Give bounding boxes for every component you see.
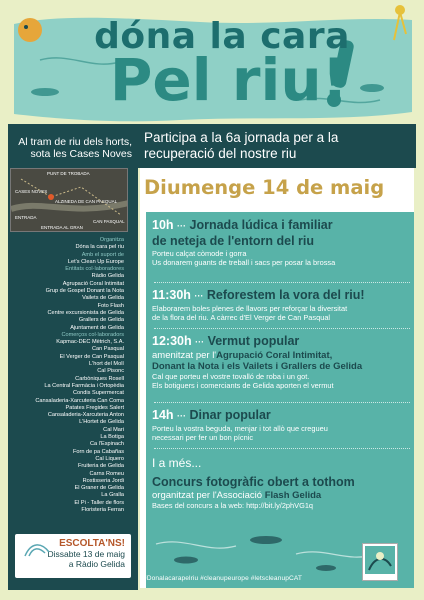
event-desc: Els botiguers i comerciants de Gelida aporten el vermut [152,381,334,390]
event-time: 14h [152,408,174,422]
event-sub-lite: amenitzat per l' [152,350,217,361]
sponsor-item: Floristeria Ferran [81,506,124,513]
sponsor-category: Amb el suport de [81,251,124,258]
organizer-logo [362,543,398,581]
sponsor-item: Condis Supermercat [73,390,124,397]
sponsor-item: Forn de pa Cabañas [73,448,124,455]
extra-item [152,456,412,510]
sponsor-item: Foto Flash [97,302,124,309]
sponsor-item: Agrupació Coral Intimitat [62,280,124,287]
location-map [10,168,128,232]
sponsor-item: Ràdio Gelida [91,273,124,280]
location-text: Al tram de riu dels horts, sota les Cases Noves [18,136,132,160]
intro-banner [138,124,416,168]
sponsor-item: Vailets de Gelida [82,295,124,302]
sponsor-category: Comerços col·laboradors [61,331,124,338]
schedule [146,212,414,524]
event-title: Reforestem la vora del riu! [206,288,365,302]
event-date: Diumenge 14 de maig [144,176,385,199]
event-desc: Porteu la vostra beguda, menjar i tot allò que cregueu [152,424,328,433]
map-label: CASES NOVES [15,189,48,194]
event-desc: Elaborarem boles plenes de llavors per reforçar la diversitat [152,304,348,313]
sponsor-item: Cansaladeria-Xarcuteria Anton [47,412,124,419]
divider [154,402,410,403]
event-desc: Porteu calçat còmode i gorra [152,249,247,258]
sponsor-item: Fruiteria de Gelida [77,463,124,470]
extra-heading: I a més... [152,456,202,470]
sponsor-item: Carbòniques Rosell [75,375,124,382]
sponsor-item: L'Hortet de Gelida [79,419,124,426]
event-title: Vermut popular [207,334,300,348]
event-title: Dinar popular [189,408,271,422]
extra-sub-bold: Flash Gelida [264,490,322,501]
map-label: CAN PASQUAL [93,219,125,224]
sponsor-category: Entitats col·laboradores [65,266,124,273]
hashtags: #Donalacarapelriu #cleanupeurope #letscleanupCAT [143,575,302,582]
radio-box [15,534,131,578]
fish-icon [316,565,336,571]
sponsor-item: El Pi - Taller de flors [74,499,124,506]
sponsor-item: Cal Pisonc [97,368,124,375]
event-title-cont: de neteja de l'entorn del riu [152,234,315,248]
sponsors-list [10,237,124,514]
event-desc: de la flora del riu. A càrrec d'El Verger de Can Pasqual [152,313,331,322]
sponsor-item: Patates Fregides Salert [65,404,124,411]
event-item: 14h ··· Dinar popular Porteu la vostra beguda, menjar i tot allò que cregueu necessari per fer un bon pícnic [152,408,412,442]
sponsor-item: Rostisseria Jordi [82,477,124,484]
event-time: 12:30h [152,334,192,348]
sponsor-item: La Central Farmàcia i Ortopèdia [44,382,124,389]
event-title: Jornada lúdica i familiar [189,218,333,232]
event-sub-bold: Agrupació Coral Intimitat, [216,350,333,361]
title-line-1: dóna la cara [94,16,350,57]
sponsor-item: Centre excursionista de Gelida [47,309,124,316]
map-label: ALZINEDA DE CAN PASQUAL [55,199,118,204]
map-label: PUNT DE TROBADA [47,171,90,176]
sponsor-item: Cansaladeria-Xarcuteria Can Coma [35,397,124,404]
sponsor-item: Grup de Gospel Donant la Nota [45,288,124,295]
radio-station: a Ràdio Gelida [68,559,125,569]
sponsor-item: Can Pasqual [91,346,124,353]
sponsor-item: El Verger de Can Pasqual [59,353,124,360]
map-label: ENTRADA [15,215,37,220]
sponsor-item: Cal Liquero [95,455,124,462]
sponsor-item: Carns Romeu [89,470,124,477]
bird-icon [18,18,42,42]
sponsor-item: La Botiga [100,434,124,441]
radio-date: Dissabte 13 de maig [47,549,125,559]
extra-desc: Bases del concurs a la web: http://bit.ly/2phVG1q [152,501,314,510]
event-desc: Cal que porteu el vostre tovalló de roba i un got. [152,372,310,381]
program-panel [140,168,414,588]
extra-sub-lite: organitzat per l'Associació [152,490,265,501]
sponsor-category: Organitza [99,237,124,243]
divider [154,328,410,329]
sponsor-item: La Gralla [101,492,124,499]
event-time: 10h [152,218,174,232]
fish-icon [174,557,198,564]
divider [154,448,410,449]
radio-wave-icon [23,538,51,558]
event-time: 11:30h [152,288,191,302]
sponsor-item: Kapmac-DEC Mètrich, S.A. [56,339,124,346]
extra-title: Concurs fotogràfic obert a tothom [152,475,355,489]
event-desc: Us donarem guants de treball i sacs per posar la brossa [152,258,336,267]
sponsor-item: L'hort del Molí [89,361,124,368]
fish-icon [250,536,282,544]
event-item: 12:30h ··· Vermut popular amenitzat per l'Agrupació Coral Intimitat, Donant la Nota i els Vailets i Grallers de Gelida Cal que porteu el vostre tovalló de roba i un got. Els botiguers i comerciants de Gelida aporten el vermut [152,334,412,390]
sponsor-item: Let's Clean Up Europe [67,258,124,265]
poster-header [0,0,424,128]
title-line-2: Pel riu! [109,46,349,114]
event-item: 11:30h ··· Reforestem la vora del riu! Elaborarem boles plenes de llavors per reforçar la diversitat de la flora del riu. A càrrec d'El Verger de Can Pasqual [152,288,412,322]
sponsor-item: Ca l'Espinach [89,441,124,448]
sponsor-item: El Graner de Gelida [74,485,124,492]
sponsor-item: Dóna la cara pel riu [75,244,124,251]
intro-banner-text: Participa a la 6a jornada per a la recuperació del nostre riu [144,130,339,161]
fish-icon [31,88,59,96]
radio-title: ESCOLTA'NS! [59,538,125,549]
map-label: ENTRADA AL GRAN [41,225,83,230]
event-desc: necessari per fer un bon pícnic [152,433,254,442]
event-sub-2: Donant la Nota i els Vailets i Grallers de Gelida [152,361,363,372]
sponsor-item: Cal Mari [103,426,124,433]
sponsor-item: Ajuntament de Gelida [70,324,124,331]
divider [154,282,410,283]
event-item: 10h ··· Jornada lúdica i familiar de neteja de l'entorn del riu Porteu calçat còmode i gorra Us donarem guants de treball i sacs per posar la brossa [152,218,412,267]
sponsor-item: Grallers de Gelida [78,317,124,324]
